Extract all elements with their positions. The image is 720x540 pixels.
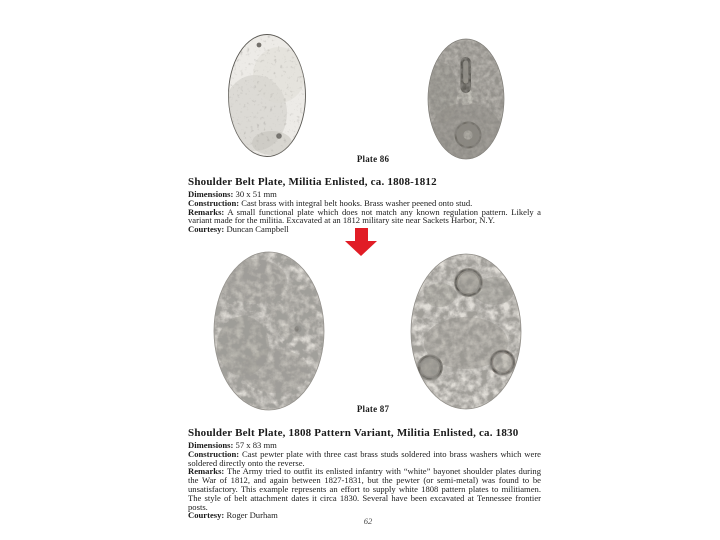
field-label: Courtesy: (188, 510, 225, 521)
field-value: 30 x 51 mm (235, 189, 277, 199)
plate86-description (188, 176, 541, 234)
field-label: Dimensions: (188, 440, 234, 450)
plate87-caption: Plate 87 (356, 404, 390, 414)
field-value: Duncan Campbell (226, 224, 289, 235)
field-label: Remarks: (188, 466, 225, 477)
plate86-remarks (188, 208, 541, 226)
page-number: 62 (363, 516, 373, 526)
field-value: 57 x 83 mm (235, 440, 277, 450)
arrow-stem (355, 228, 368, 241)
field-value: Cast brass with integral belt hooks. Brass washer peened onto stud. (241, 197, 473, 208)
plate86-title: Shoulder Belt Plate, Militia Enlisted, ca. 1808-1812 (188, 176, 437, 188)
plate86-caption: Plate 86 (356, 154, 390, 164)
plate87-construction (188, 450, 541, 468)
field-label: Construction: (188, 197, 240, 208)
red-down-arrow-icon (345, 228, 377, 256)
field-value: A small functional plate which does not match any known regulation pattern. Likely a variant made for the militia. Excavated at an 1812 military site near Sackets Harbor, N.Y. (188, 206, 541, 226)
field-value: Cast pewter plate with three cast brass studs soldered into brass washers which were soldered directly onto the reverse. (188, 448, 541, 468)
arrow-head (345, 241, 377, 256)
field-label: Dimensions: (188, 189, 234, 199)
plate86-front-photo (227, 33, 307, 158)
plate86-reverse-photo (427, 38, 505, 160)
plate87-description (188, 427, 541, 520)
plate87-front-photo (213, 251, 325, 411)
field-value: The Army tried to outfit its enlisted infantry with “white” bayonet shoulder plates during the War of 1812, and again between 1827-1831, but the pewter (or semi-metal) was found to be unsatisfactory. This example represents an effort to supply white 1808 pattern plates to militiamen. The style of belt attachment dates it circa 1830. Several have been excavated at Tennessee frontier posts. (188, 466, 541, 512)
field-label: Courtesy: (188, 224, 225, 235)
field-value: Roger Durham (226, 510, 278, 521)
plate87-remarks (188, 467, 541, 511)
field-label: Remarks: (188, 206, 225, 217)
plate87-title: Shoulder Belt Plate, 1808 Pattern Variant, Militia Enlisted, ca. 1830 (188, 427, 519, 439)
field-label: Construction: (188, 448, 240, 459)
plate87-reverse-photo (410, 253, 522, 410)
